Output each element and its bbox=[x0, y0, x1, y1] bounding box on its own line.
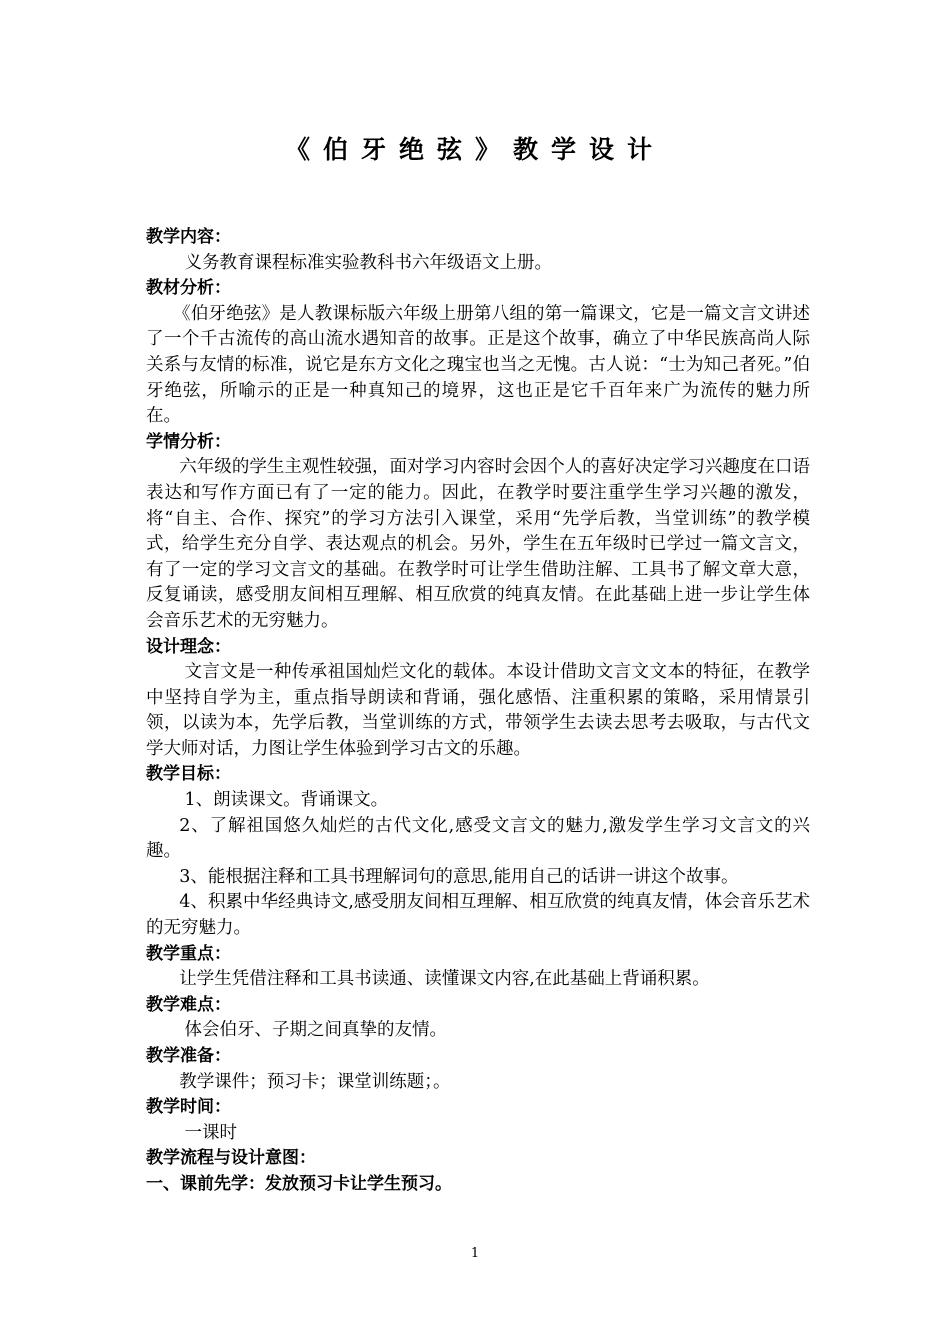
section-text-concept: 文言文是一种传承祖国灿烂文化的载体。本设计借助文言文文本的特征，在教学中坚持自学为主，重点指导朗读和背诵，强化感悟、注重积累的策略，采用情景引领，以读为本，先学后教，当堂训练的方式，带领学生去读去思考去吸取，与古代文学大师对话，力图让学生体验到学习古文的乐趣。 bbox=[146, 662, 810, 759]
section-text-key: 让学生凭借注释和工具书读通、读懂课文内容,在此基础上背诵积累。 bbox=[179, 969, 710, 990]
section-heading-goals: 教学目标： bbox=[146, 764, 231, 785]
section-heading-analysis: 教材分析： bbox=[146, 278, 231, 299]
goal-item-4: 4、积累中华经典诗文,感受朋友间相互理解、相互欣赏的纯真友情，体会音乐艺术的无穷魅力。 bbox=[146, 892, 810, 939]
section-heading-difficulty: 教学难点： bbox=[146, 994, 231, 1015]
goal-item-3: 3、能根据注释和工具书理解词句的意思,能用自己的话讲一讲这个故事。 bbox=[179, 866, 739, 887]
section-text-content: 义务教育课程标准实验教科书六年级语文上册。 bbox=[184, 252, 552, 273]
section-text-analysis: 《伯牙绝弦》是人教课标版六年级上册第八组的第一篇课文，它是一篇文言文讲述了一个千古流传的高山流水遇知音的故事。正是这个故事，确立了中华民族高尚人际关系与友情的标准，说它是东方文化之瑰宝也当之无愧。古人说：“士为知己者死。”伯牙绝弦，所喻示的正是一种真知己的境界，这也正是它千百年来广为流传的魅力所在。 bbox=[146, 303, 810, 427]
process-step-1: 一、课前先学：发放预习卡让学生预习。 bbox=[146, 1173, 452, 1194]
section-heading-content: 教学内容： bbox=[146, 227, 231, 247]
section-text-prep: 教学课件；预习卡；课堂训练题；。 bbox=[179, 1071, 451, 1092]
section-heading-prep: 教学准备： bbox=[146, 1046, 231, 1066]
goal-item-1: 1、朗读课文。背诵课文。 bbox=[184, 790, 389, 811]
section-heading-concept: 设计理念： bbox=[146, 636, 231, 657]
section-heading-key: 教学重点： bbox=[146, 943, 231, 964]
section-text-students: 六年级的学生主观性较强，面对学习内容时会因个人的喜好决定学习兴趣度在口语表达和写作方面已有了一定的能力。因此，在教学时要注重学生学习兴趣的激发，将“自主、合作、探究”的学习方法引入课堂，采用“先学后教，当堂训练”的教学模式，给学生充分自学、表达观点的机会。另外，学生在五年级时已学过一篇文言文，有了一定的学习文言文的基础。在教学时可让学生借助注解、工具书了解文章大意，反复诵读，感受朋友间相互理解、相互欣赏的纯真友情。在此基础上进一步让学生体会音乐艺术的无穷魅力。 bbox=[146, 457, 810, 631]
section-heading-time: 教学时间： bbox=[146, 1097, 231, 1118]
goal-item-2: 2、了解祖国悠久灿烂的古代文化,感受文言文的魅力,激发学生学习文言文的兴趣。 bbox=[146, 815, 810, 862]
page-number: 1 bbox=[470, 1246, 480, 1261]
section-text-time: 一课时 bbox=[184, 1122, 237, 1143]
section-heading-students: 学情分析： bbox=[146, 431, 231, 452]
document-body bbox=[146, 225, 810, 1198]
section-text-difficulty: 体会伯牙、子期之间真挚的友情。 bbox=[184, 1020, 447, 1041]
document-title: 《伯牙绝弦》教学设计 bbox=[284, 135, 665, 164]
section-heading-process: 教学流程与设计意图： bbox=[146, 1148, 316, 1169]
